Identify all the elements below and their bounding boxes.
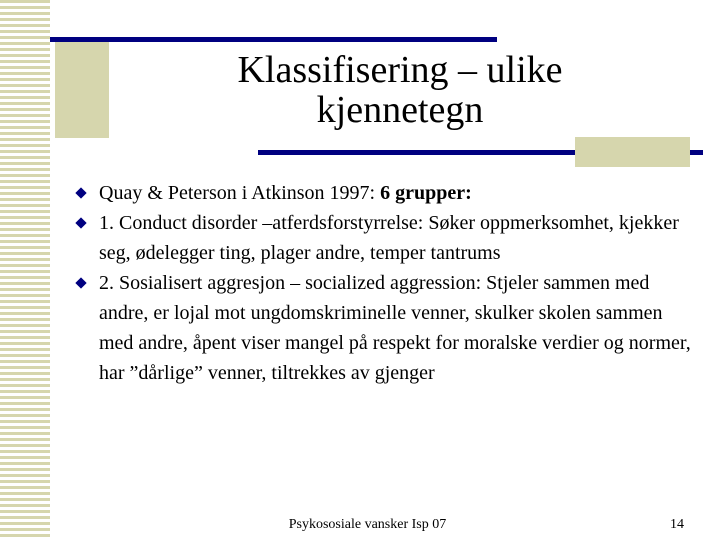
- bullet-item-2-text: 1. Conduct disorder –atferdsforstyrrelse: Søker oppmerksomhet, kjekker seg, ødelegger ting, plager andre, temper tantrums: [99, 212, 679, 264]
- bullet-item-2: [75, 208, 695, 268]
- diamond-bullet-icon: [75, 217, 86, 228]
- diamond-bullet-icon: [75, 277, 86, 288]
- bullet-item-3: [75, 268, 695, 388]
- footer-text: Psykososiale vansker Isp 07: [288, 517, 447, 532]
- left-stripe-decoration: [0, 0, 50, 540]
- bullet-item-1-bold: 6 grupper:: [380, 182, 472, 204]
- bullet-item-1-plain: Quay & Peterson i Atkinson 1997:: [99, 182, 381, 204]
- slide-title-line-2: kjennetegn: [316, 89, 484, 131]
- diamond-bullet-icon: [75, 187, 86, 198]
- bullet-list: [75, 178, 695, 388]
- title-decoration-box-left: [55, 38, 109, 138]
- bullet-item-3-text: 2. Sosialisert aggresjon – socialized aggression: Stjeler sammen med andre, er lojal mot ungdomskriminelle venner, skulker skolen sammen med andre, åpent viser mangel på respekt for moralske verdier og normer, har ”dårlige” venner, tiltrekkes av gjenger: [99, 272, 691, 384]
- title-rule-top: [50, 37, 497, 42]
- bullet-item-1-text: [99, 182, 472, 204]
- slide-title: [150, 50, 650, 130]
- slide-title-line-1: Klassifisering – ulike: [237, 49, 563, 91]
- title-decoration-box-right: [575, 137, 690, 167]
- bullet-item-1: [75, 178, 695, 208]
- page-number: 14: [670, 517, 684, 532]
